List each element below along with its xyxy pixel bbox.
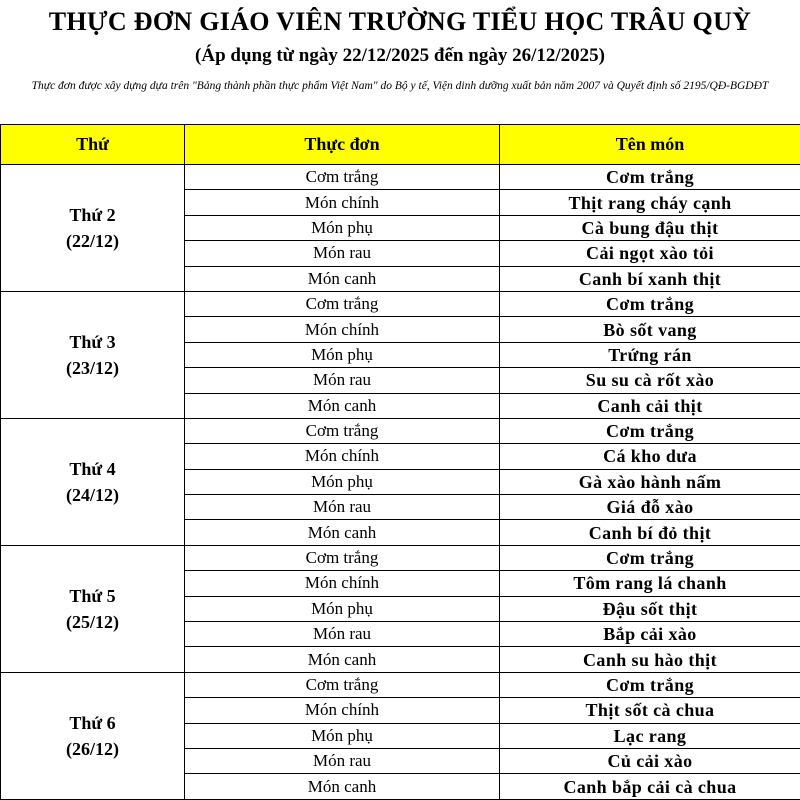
table-row	[1, 418, 800, 443]
column-header-dish: Tên món	[500, 125, 800, 165]
day-label: Thứ 6	[69, 712, 116, 733]
day-date: (22/12)	[66, 230, 119, 251]
menu-type-cell: Món phụ	[185, 215, 500, 240]
dish-name-cell: Canh cải thịt	[500, 393, 800, 418]
dish-name-cell: Cơm trắng	[500, 672, 800, 697]
menu-table-body	[1, 165, 800, 800]
dish-name-cell: Trứng rán	[500, 342, 800, 367]
day-date: (26/12)	[66, 738, 119, 759]
dish-name-cell: Thịt sốt cà chua	[500, 698, 800, 723]
dish-name-cell: Tôm rang lá chanh	[500, 571, 800, 596]
day-label: Thứ 5	[69, 585, 116, 606]
menu-type-cell: Món rau	[185, 495, 500, 520]
day-date: (24/12)	[66, 484, 119, 505]
menu-type-cell: Cơm trắng	[185, 418, 500, 443]
menu-type-cell: Món rau	[185, 368, 500, 393]
menu-type-cell: Món canh	[185, 393, 500, 418]
dish-name-cell: Canh bí đỏ thịt	[500, 520, 800, 545]
dish-name-cell: Củ cải xào	[500, 748, 800, 773]
menu-type-cell: Món chính	[185, 444, 500, 469]
column-header-day: Thứ	[1, 125, 185, 165]
date-range-subtitle: (Áp dụng từ ngày 22/12/2025 đến ngày 26/12/2025)	[195, 45, 605, 66]
day-cell	[1, 545, 185, 672]
menu-type-cell: Món chính	[185, 698, 500, 723]
menu-type-cell: Món canh	[185, 647, 500, 672]
menu-type-cell: Cơm trắng	[185, 672, 500, 697]
dish-name-cell: Thịt rang cháy cạnh	[500, 190, 800, 215]
menu-type-cell: Món phụ	[185, 342, 500, 367]
dish-name-cell: Bò sốt vang	[500, 317, 800, 342]
day-cell	[1, 672, 185, 799]
dish-name-cell: Cơm trắng	[500, 165, 800, 190]
day-date: (23/12)	[66, 357, 119, 378]
dish-name-cell: Lạc rang	[500, 723, 800, 748]
page-title: THỰC ĐƠN GIÁO VIÊN TRƯỜNG TIỂU HỌC TRÂU QUỲ	[48, 7, 752, 36]
dish-name-cell: Cải ngọt xào tỏi	[500, 241, 800, 266]
menu-type-cell: Món canh	[185, 520, 500, 545]
menu-type-cell: Món chính	[185, 190, 500, 215]
dish-name-cell: Gà xào hành nấm	[500, 469, 800, 494]
table-row	[1, 165, 800, 190]
column-header-menu: Thực đơn	[185, 125, 500, 165]
menu-type-cell: Món phụ	[185, 469, 500, 494]
day-label: Thứ 4	[69, 458, 116, 479]
table-row	[1, 672, 800, 697]
menu-type-cell: Món rau	[185, 748, 500, 773]
day-cell	[1, 418, 185, 545]
menu-type-cell: Món chính	[185, 571, 500, 596]
day-date: (25/12)	[66, 611, 119, 632]
menu-type-cell: Món phụ	[185, 723, 500, 748]
dish-name-cell: Đậu sốt thịt	[500, 596, 800, 621]
source-note: Thực đơn được xây dựng dựa trên "Bảng thành phần thực phẩm Việt Nam" do Bộ y tế, Viện dinh dưỡng xuất bản năm 2007 và Quyết định số 2195/QĐ-BGDĐT	[31, 80, 769, 92]
table-row	[1, 545, 800, 570]
day-label: Thứ 3	[69, 331, 116, 352]
dish-name-cell: Cá kho dưa	[500, 444, 800, 469]
dish-name-cell: Cơm trắng	[500, 418, 800, 443]
dish-name-cell: Canh bí xanh thịt	[500, 266, 800, 291]
menu-type-cell: Cơm trắng	[185, 165, 500, 190]
day-label: Thứ 2	[69, 204, 116, 225]
menu-type-cell: Món phụ	[185, 596, 500, 621]
dish-name-cell: Giá đỗ xào	[500, 495, 800, 520]
day-cell	[1, 291, 185, 418]
menu-type-cell: Món chính	[185, 317, 500, 342]
menu-type-cell: Món canh	[185, 774, 500, 799]
menu-type-cell: Cơm trắng	[185, 291, 500, 316]
dish-name-cell: Cà bung đậu thịt	[500, 215, 800, 240]
dish-name-cell: Cơm trắng	[500, 291, 800, 316]
dish-name-cell: Cơm trắng	[500, 545, 800, 570]
dish-name-cell: Bắp cải xào	[500, 622, 800, 647]
day-cell	[1, 165, 185, 292]
dish-name-cell: Canh su hào thịt	[500, 647, 800, 672]
menu-type-cell: Cơm trắng	[185, 545, 500, 570]
menu-type-cell: Món canh	[185, 266, 500, 291]
menu-type-cell: Món rau	[185, 622, 500, 647]
menu-type-cell: Món rau	[185, 241, 500, 266]
table-header-row	[1, 125, 800, 165]
dish-name-cell: Su su cà rốt xào	[500, 368, 800, 393]
menu-table	[0, 124, 800, 800]
table-row	[1, 291, 800, 316]
dish-name-cell: Canh bắp cải cà chua	[500, 774, 800, 799]
